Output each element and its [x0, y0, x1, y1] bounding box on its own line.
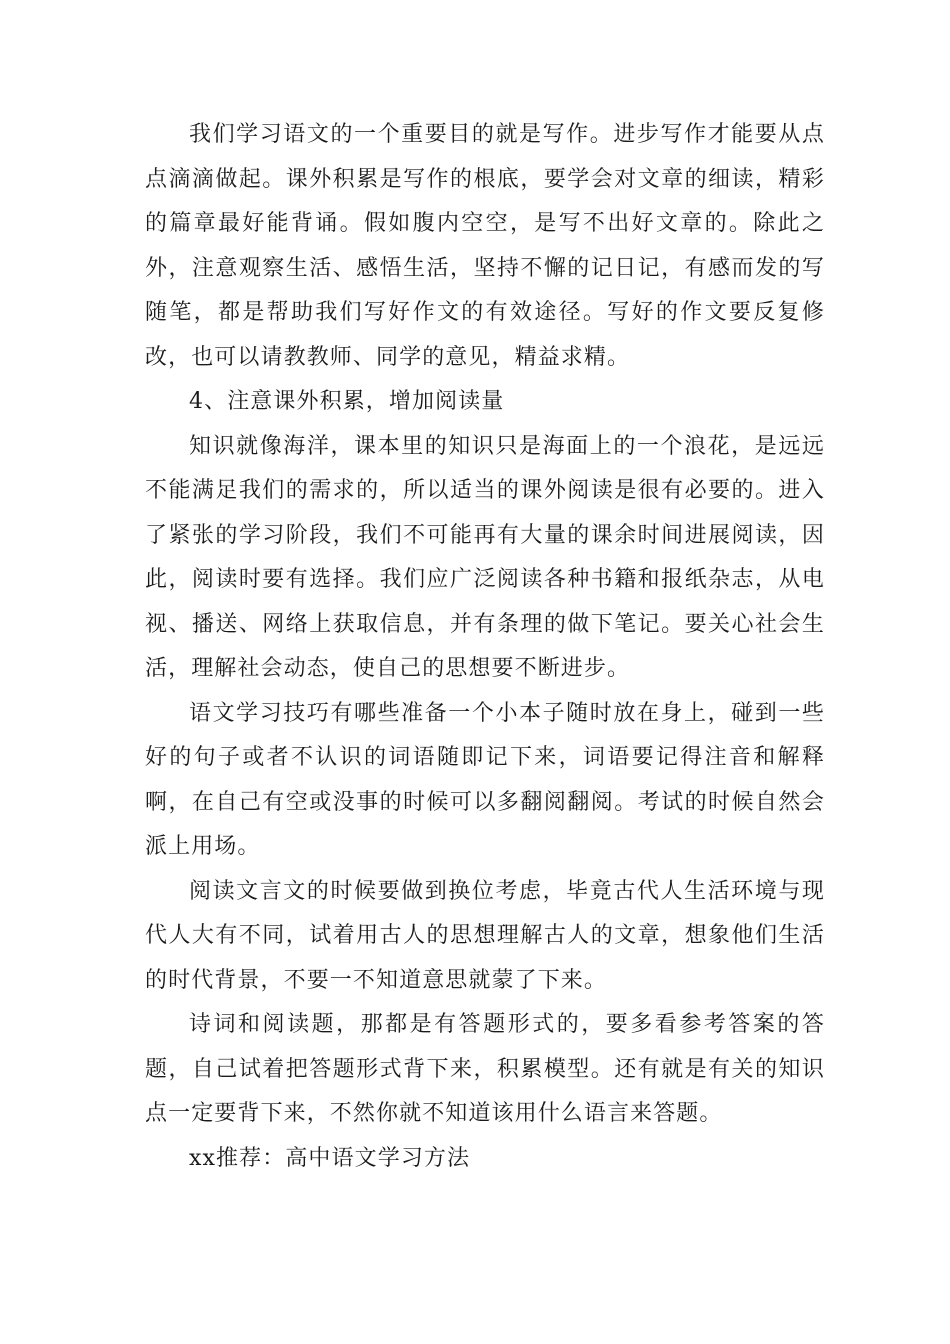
paragraph-poetry-questions: 诗词和阅读题，那都是有答题形式的，要多看参考答案的答题，自己试着把答题形式背下来，积累模型。还有就是有关的知识点一定要背下来，不然你就不知道该用什么语言来答题。 [145, 1012, 825, 1126]
paragraph-writing: 我们学习语文的一个重要目的就是写作。进步写作才能要从点点滴滴做起。课外积累是写作的根底，要学会对文章的细读，精彩的篇章最好能背诵。假如腹内空空，是写不出好文章的。除此之外，注意观察生活、感悟生活，坚持不懈的记日记，有感而发的写随笔，都是帮助我们写好作文的有效途径。写好的作文要反复修改，也可以请教教师、同学的意见，精益求精。 [145, 122, 825, 370]
paragraph-notebook: 语文学习技巧有哪些准备一个小本子随时放在身上，碰到一些好的句子或者不认识的词语随即记下来，词语要记得注音和解释啊，在自己有空或没事的时候可以多翻阅翻阅。考试的时候自然会派上用场。 [145, 700, 825, 859]
document-body [145, 113, 825, 1181]
recommendation-line: xx推荐：高中语文学习方法 [189, 1145, 471, 1171]
paragraph-knowledge: 知识就像海洋，课本里的知识只是海面上的一个浪花，是远远不能满足我们的需求的，所以适当的课外阅读是很有必要的。进入了紧张的学习阶段，我们不可能再有大量的课余时间进展阅读，因此，阅读时要有选择。我们应广泛阅读各种书籍和报纸杂志，从电视、播送、网络上获取信息，并有条理的做下笔记。要关心社会生活，理解社会动态，使自己的思想要不断进步。 [145, 433, 825, 681]
section-heading-reading: 4、注意课外积累，增加阅读量 [189, 389, 505, 414]
paragraph-classical-chinese: 阅读文言文的时候要做到换位考虑，毕竟古代人生活环境与现代人大有不同，试着用古人的思想理解古人的文章，想象他们生活的时代背景，不要一不知道意思就蒙了下来。 [145, 878, 825, 993]
